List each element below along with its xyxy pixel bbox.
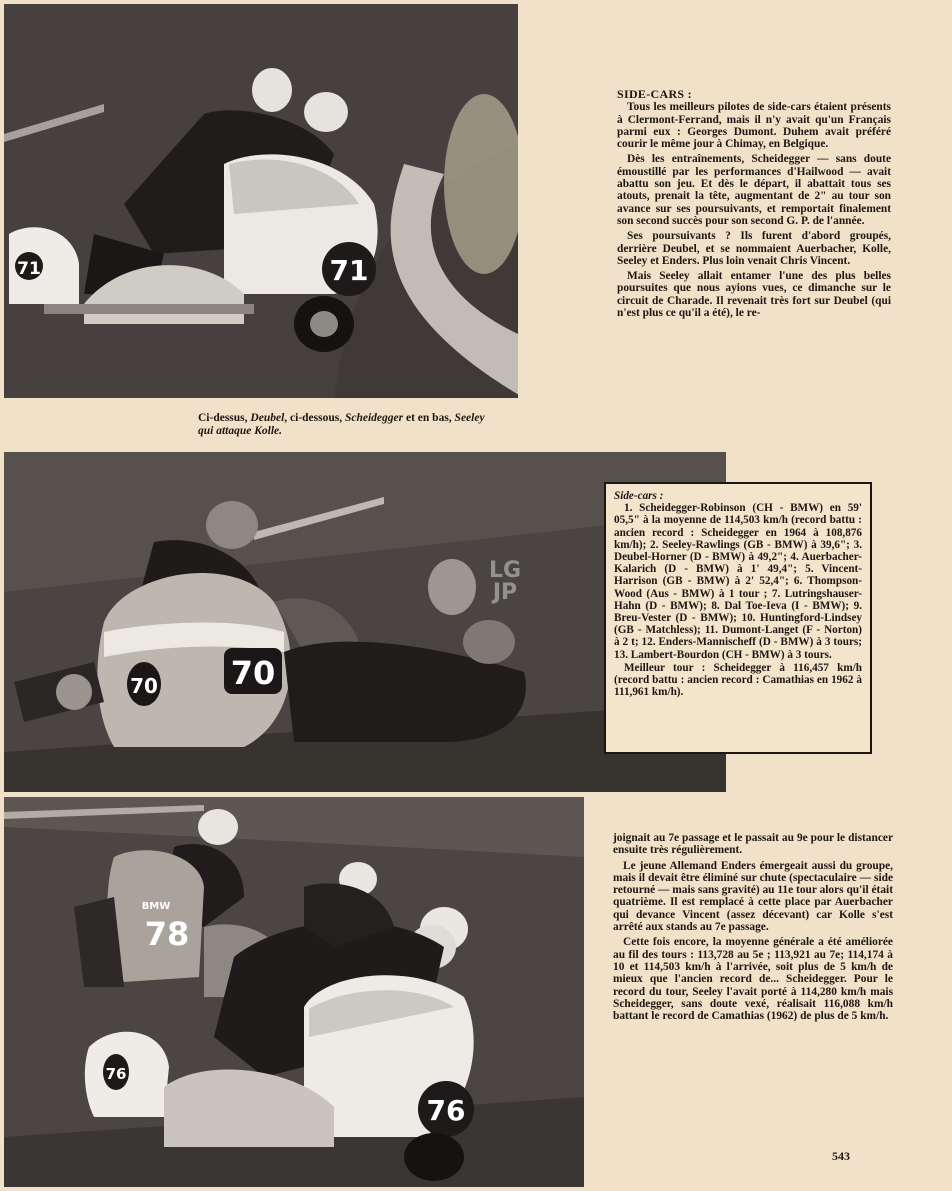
photo-bottom-side-number: 76 (426, 1094, 466, 1127)
caption-text-3: et en bas, (403, 412, 455, 424)
results-box (604, 482, 872, 754)
article-paragraph: Le jeune Allemand Enders émergeait aussi du groupe, mais il devait être éliminé sur chute (spectaculaire — side retourné — mais sans gravité) au 11e tour alors qu'il était quatrième. Il est remplacé à cette place par Auerbacher qui devance Vincent (assez décevant) car Kolle s'est arrêté aux stands au 7e passage. (613, 859, 893, 934)
results-list: 1. Scheidegger-Robinson (CH - BMW) en 59' 05,5" à la moyenne de 114,503 km/h (record battu : ancien record : Scheidegger en 1964 à 108,876 km/h); 2. Seeley-Rawlings (GB - BMW) à 39,6"; 3. Deubel-Horner (D - BMW) à 49,2"; 4. Auerbacher-Kalarich (D - BMW) à 1' 49,4"; 5. Vincent-Harrison (GB - BMW) à 2' 52,4"; 6. Thompson-Wood (Aus - BMW) à 1 tour ; 7. Lutringshauser-Hahn (D - BMW); 8. Dal Toe-Ieva (I - BMW); 9. Breu-Vester (D - BMW); 10. Huntingford-Lindsey (GB - Matchless); 11. Dumont-Langet (F - Norton) à 2 t; 12. Enders-Mannischeff (D - BMW) à 3 tours; 13. Lambert-Bourdon (CH - BMW) à 3 tours. (614, 502, 862, 661)
article-column-bottom (613, 832, 893, 1025)
results-best-lap: Meilleur tour : Scheidegger à 116,457 km/h (record battu : ancien record : Camathias en 1962 à 111,961 km/h). (614, 661, 862, 699)
photo-bottom-illustration (4, 797, 584, 1187)
photo-seeley-attacks-kolle (4, 797, 584, 1187)
article-paragraph: Tous les meilleurs pilotes de side-cars étaient présents à Clermont-Ferrand, mais il n'y avait qu'un Français parmi eux : Georges Dumont. Duhem avait préféré courir le même jour à Chimay, en Belgique. (617, 101, 891, 151)
photo-bottom-front-number: 76 (105, 1065, 127, 1083)
article-paragraph: Ses poursuivants ? Ils furent d'abord groupés, derrière Deubel, et se nommaient Auerbacher, Kolle, Seeley et Enders. Plus loin venait Chris Vincent. (617, 230, 891, 267)
caption-name-seeley: Seeley qui attaque Kolle. (198, 412, 485, 437)
page-number: 543 (832, 1149, 850, 1163)
watermark-line-1: LG (488, 558, 522, 583)
photo-deubel-sidecar (4, 4, 518, 398)
photo-middle-front-number: 70 (130, 674, 158, 698)
watermark-logo (480, 560, 530, 604)
results-heading: Side-cars : (614, 490, 664, 502)
photo-top-illustration (4, 4, 518, 398)
section-heading: SIDE-CARS : (617, 87, 692, 101)
article-paragraph: joignait au 7e passage et le passait au 9e pour le distancer ensuite très régulièrement. (613, 832, 893, 857)
photo-bottom-back-number: 78 (144, 915, 190, 953)
caption-text-2: , ci-dessous, (284, 412, 345, 424)
photo-bottom-badge: BMW (141, 901, 171, 912)
article-paragraph: Dès les entraînements, Scheidegger — sans doute émoustillé par les performances d'Hailwood — avait abattu son jeu. Et dès le départ, il abattait tous ses atouts, prenait la tête, augmentant de 2" au tour son avance sur ses poursuivants, et remportait finalement son second succès pour son second G. P. de l'année. (617, 153, 891, 227)
caption-text-1: Ci-dessus, (198, 412, 251, 424)
photo-caption (198, 412, 498, 438)
photo-top-number: 71 (329, 254, 369, 287)
watermark-line-2: JP (492, 580, 518, 605)
photo-top-sidecar-number: 71 (17, 259, 41, 279)
article-paragraph: Mais Seeley allait entamer l'une des plus belles poursuites que nous ayions vues, ce dimanche sur le circuit de Charade. Il revenait très fort sur Deubel (qui n'est plus ce qu'il a été), le re- (617, 270, 891, 320)
article-paragraph: Cette fois encore, la moyenne générale a été améliorée au fil des tours : 113,728 au 5e ; 113,921 au 7e; 114,174 à 10 et 114,503 km/h à l'arrivée, soit plus de 5 km/h de mieux que l'ancien record de... Scheidegger. Pour le record du tour, Seeley l'avait porté à 114,280 km/h mais Scheidegger, sans doute vexé, réalisait 116,088 km/h battant le record de Camathias (1962) de plus de 5 km/h. (613, 936, 893, 1023)
article-column-top (617, 88, 891, 322)
caption-name-scheidegger: Scheidegger (344, 412, 404, 424)
caption-name-deubel: Deubel (250, 412, 285, 424)
photo-middle-side-number: 70 (230, 654, 276, 692)
